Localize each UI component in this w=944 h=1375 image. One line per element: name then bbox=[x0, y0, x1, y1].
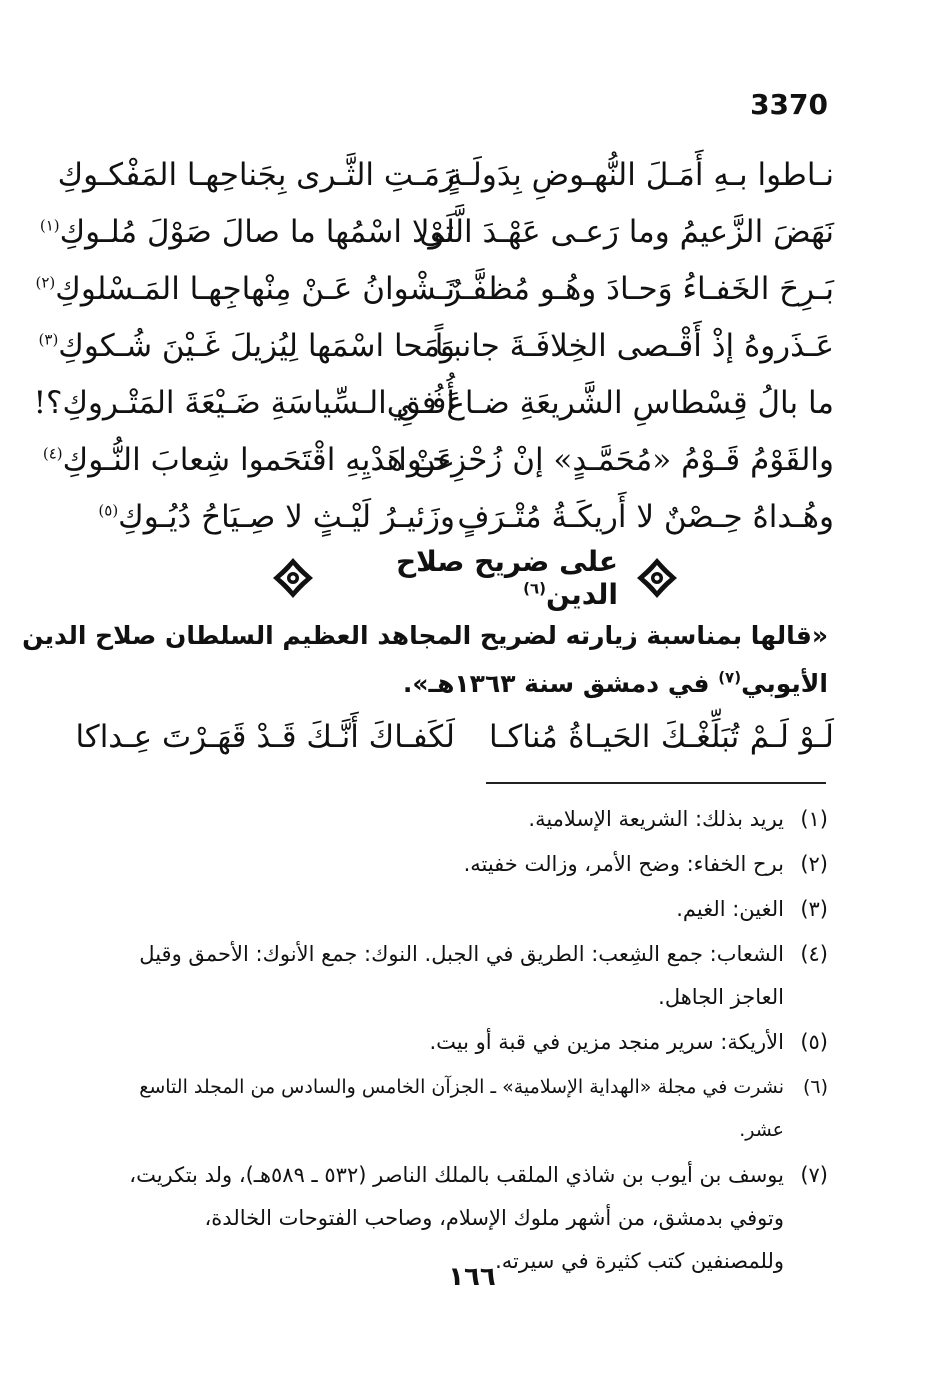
footnote-number: (٢) bbox=[800, 852, 828, 876]
footnote-text: نشرت في مجلة «الهداية الإسلامية» ـ الجزآن الخامس والسادس من المجلد التاسع عشر. bbox=[139, 1076, 784, 1141]
footnote-text: الأريكة: سرير منجد مزين في قبة أو بيت. bbox=[429, 1030, 784, 1054]
hemistich-text: نَـشْوانُ عَـنْ مِنْهاجِهـا المَـسْلوكِ bbox=[55, 271, 455, 307]
footnote-3 bbox=[112, 888, 828, 931]
verse-first-hemistich: نَهَضَ الزَّعيمُ وما رَعـى عَهْـدَ الَّتي bbox=[419, 214, 834, 250]
footnote-number: (٣) bbox=[800, 897, 828, 921]
intro-line-1: «قالها بمناسبة زيارته لضريح المجاهد العظيم السلطان صلاح الدين bbox=[22, 621, 828, 650]
verse-first-hemistich: ما بالُ قِسْطاسِ الشَّريعَةِ ضـاعَ فـي bbox=[386, 385, 834, 421]
footnotes bbox=[112, 798, 828, 1285]
footnote-text: يريد بذلك: الشريعة الإسلامية. bbox=[528, 807, 784, 831]
footnote-marker: (٣) bbox=[38, 330, 59, 349]
hemistich-text: وَمَحا اسْمَها لِيُزيلَ غَـيْنَ شُـكوكِ bbox=[58, 328, 455, 364]
footnote-marker: (٥) bbox=[98, 501, 119, 520]
footnote-separator bbox=[486, 782, 826, 784]
verse-first-hemistich: عَـذَروهُ إذْ أَقْـصى الخِلافَـةَ جانبـاً bbox=[434, 328, 834, 364]
footnote-5 bbox=[112, 1021, 828, 1064]
footnote-1 bbox=[112, 798, 828, 841]
hemistich-text: عَنْ هَدْيِهِ اقْتَحَموا شِعابَ النُّـوكِ bbox=[62, 442, 455, 478]
hemistich-text: وزَئيـرُ لَيْـثٍ لا صِـيَاحُ دُيُـوكِ bbox=[118, 499, 455, 535]
title-label: على ضريح صلاح الدين bbox=[395, 545, 618, 611]
footnote-number: (٦) bbox=[802, 1076, 828, 1098]
verse-1 bbox=[57, 150, 834, 207]
section-intro bbox=[22, 612, 828, 708]
poem-verses bbox=[33, 150, 834, 549]
poem-verses-2 bbox=[75, 712, 834, 769]
footnote-number: (٤) bbox=[800, 942, 828, 966]
footnote-number: (١) bbox=[800, 807, 828, 831]
footnote-2 bbox=[112, 843, 828, 886]
hemistich-text: لَوْلا اسْمُها ما صالَ صَوْلَ مُلـوكِ bbox=[59, 214, 455, 250]
verse-second-hemistich bbox=[39, 207, 455, 257]
footnote-4 bbox=[112, 933, 828, 1019]
verse-first-hemistich: بَـرِحَ الخَفـاءُ وَحـادَ وهُـو مُظفَّـرٌ bbox=[446, 271, 834, 307]
verse-7 bbox=[98, 492, 834, 549]
section-title bbox=[270, 545, 680, 611]
footnote-marker: (١) bbox=[39, 216, 60, 235]
verse-8 bbox=[75, 712, 834, 769]
footnote-6 bbox=[112, 1066, 828, 1152]
page-number: ١٦٦ bbox=[448, 1262, 496, 1292]
verse-first-hemistich: وهُـداهُ حِـصْنٌ لا أَريكَـةُ مُتْـرَفٍ bbox=[457, 499, 834, 535]
footnote-text: يوسف بن أيوب بن شاذي الملقب بالملك الناصر (٥٣٢ ـ ٥٨٩هـ)، ولد بتكريت، وتوفي بدمشق، من أشهر ملوك الإسلام، وصاحب الفتوحات الخالدة، وللمصنفين كتب كثيرة في سيرته. bbox=[129, 1163, 784, 1273]
intro-line-2-name: الأيوبي bbox=[741, 669, 828, 698]
footnote-text: الشعاب: جمع الشِعب: الطريق في الجبل. النوك: جمع الأنوك: الأحمق وقيل العاجز الجاهل. bbox=[139, 942, 784, 1009]
page-identifier: 3370 bbox=[750, 88, 828, 121]
floral-ornament-icon bbox=[634, 555, 680, 601]
section-title-text bbox=[332, 545, 618, 611]
footnote-marker: (٢) bbox=[35, 273, 56, 292]
verse-second-hemistich bbox=[42, 435, 455, 485]
floral-ornament-icon bbox=[270, 555, 316, 601]
verse-second-hemistich bbox=[38, 321, 455, 371]
intro-line-2 bbox=[112, 660, 828, 708]
hemistich-text: رَمَـتِ الثَّـرى بِجَناحِهـا المَفْكـوكِ bbox=[57, 157, 455, 193]
verse-4 bbox=[38, 321, 834, 378]
footnote-text: برح الخفاء: وضح الأمر، وزالت خفيته. bbox=[463, 852, 784, 876]
hemistich-text: أُفُـقِ الـسِّياسَةِ ضَـيْعَةَ المَتْـروكِ؟! bbox=[33, 385, 455, 421]
verse-2 bbox=[39, 207, 834, 264]
verse-second-hemistich bbox=[33, 378, 455, 428]
footnote-number: (٥) bbox=[800, 1030, 828, 1054]
verse-6 bbox=[42, 435, 834, 492]
verse-second-hemistich: لَكَفـاكَ أَنَّـكَ قَـدْ قَهَـرْتَ عِـداكا bbox=[75, 719, 455, 755]
verse-second-hemistich bbox=[98, 492, 455, 542]
verse-first-hemistich: لَـوْ لَـمْ تُبَلِّغْـكَ الحَيـاةُ مُناكـا bbox=[489, 719, 834, 755]
intro-line-2-rest: في دمشق سنة ١٣٦٣هـ». bbox=[402, 669, 719, 698]
verse-5 bbox=[33, 378, 834, 435]
footnote-text: الغين: الغيم. bbox=[676, 897, 784, 921]
verse-first-hemistich: نـاطوا بـهِ أَمَـلَ النُّهـوضِ بِدَولَـةٍ bbox=[446, 157, 834, 193]
footnote-marker: (٤) bbox=[42, 444, 63, 463]
footnote-marker: (٦) bbox=[523, 579, 546, 598]
verse-second-hemistich bbox=[57, 150, 455, 200]
verse-first-hemistich: والقَوْمُ قَـوْمُ «مُحَمَّـدٍ» إنْ زُحْزِحـوا bbox=[398, 442, 834, 478]
footnote-marker: (٧) bbox=[718, 668, 742, 687]
verse-3 bbox=[35, 264, 834, 321]
footnote-number: (٧) bbox=[800, 1163, 828, 1187]
verse-second-hemistich bbox=[35, 264, 455, 314]
